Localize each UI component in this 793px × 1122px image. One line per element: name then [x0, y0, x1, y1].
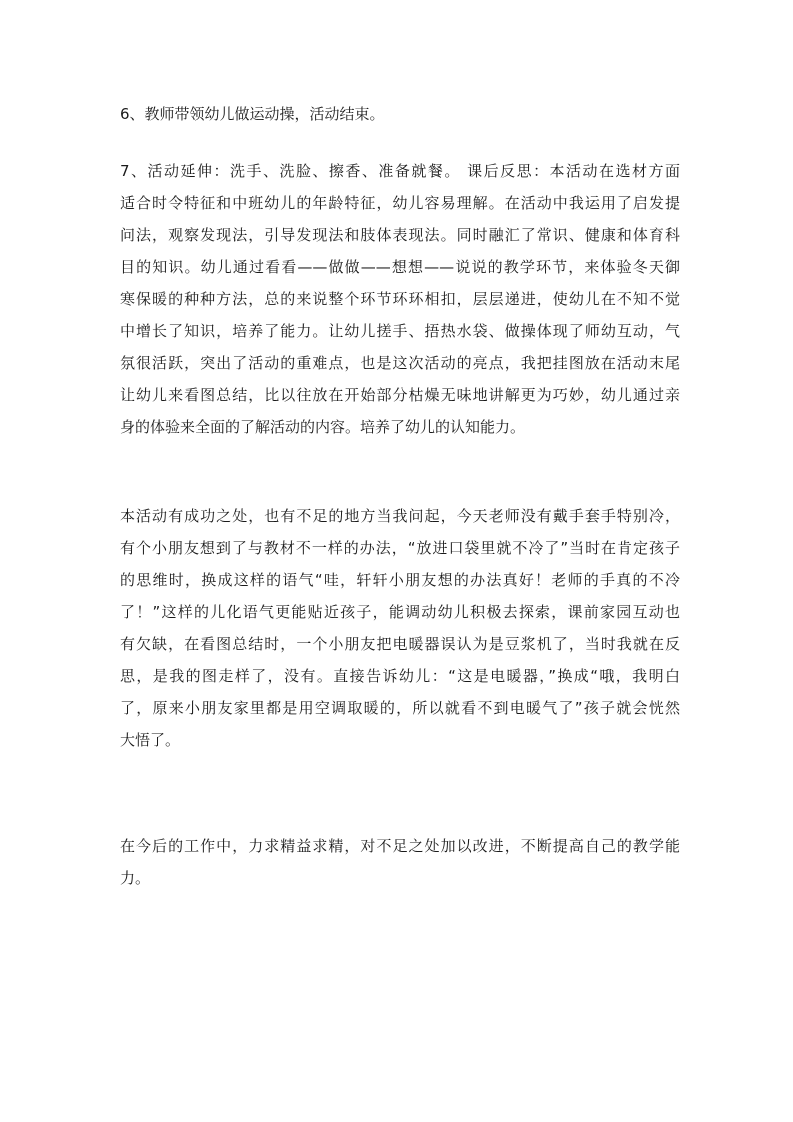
text-line: 思，是我的图走样了，没有。直接告诉幼儿：“这是电暖器，”换成“哦，我明白 — [120, 667, 680, 685]
text-line: 中增长了知识，培养了能力。让幼儿搓手、捂热水袋、做操体现了师幼互动，气 — [120, 322, 680, 340]
text-line: 身的体验来全面的了解活动的内容。培养了幼儿的认知能力。 — [120, 418, 526, 436]
text-line: 本活动有成功之处，也有不足的地方当我问起，今天老师没有戴手套手特别冷， — [120, 507, 680, 525]
text-line: 有个小朋友想到了与教材不一样的办法，“放进口袋里就不冷了”当时在肯定孩子 — [120, 539, 680, 557]
text-line: 7、活动延伸：洗手、洗脸、擦香、准备就餐。 课后反思：本活动在选材方面 — [120, 162, 680, 180]
text-line: 氛很活跃，突出了活动的重难点，也是这次活动的亮点，我把挂图放在活动末尾 — [120, 354, 680, 372]
paragraph-extension-and-reflection — [120, 155, 680, 443]
text-line: 大悟了。 — [120, 731, 181, 749]
text-line: 在今后的工作中，力求精益求精，对不足之处加以改进，不断提高自己的教学能 — [120, 837, 680, 855]
text-line: 力。 — [120, 869, 151, 887]
text-line: 寒保暖的种种方法，总的来说整个环节环环相扣，层层递进，使幼儿在不知不觉 — [120, 290, 680, 308]
text-line: 6、教师带领幼儿做运动操，活动结束。 — [120, 105, 385, 123]
text-line: 问法，观察发现法，引导发现法和肢体表现法。同时融汇了常识、健康和体育科 — [120, 226, 680, 244]
text-line: 目的知识。幼儿通过看看——做做——想想——说说的教学环节，来体验冬天御 — [120, 258, 680, 276]
text-line: 的思维时，换成这样的语气“哇，轩轩小朋友想的办法真好！老师的手真的不冷 — [120, 571, 680, 589]
text-line: 适合时令特征和中班幼儿的年龄特征，幼儿容易理解。在活动中我运用了启发提 — [120, 194, 680, 212]
text-line: 让幼儿来看图总结，比以往放在开始部分枯燥无味地讲解更为巧妙，幼儿通过亲 — [120, 386, 680, 404]
paragraph-activity-step-6 — [120, 98, 680, 130]
paragraph-successes-and-shortcomings — [120, 500, 680, 756]
paragraph-future-work — [120, 830, 680, 894]
text-line: 有欠缺，在看图总结时，一个小朋友把电暖器误认为是豆浆机了，当时我就在反 — [120, 635, 680, 653]
text-line: 了，原来小朋友家里都是用空调取暖的，所以就看不到电暖气了”孩子就会恍然 — [120, 699, 680, 717]
text-line: 了！”这样的儿化语气更能贴近孩子，能调动幼儿积极去探索，课前家园互动也 — [120, 603, 680, 621]
